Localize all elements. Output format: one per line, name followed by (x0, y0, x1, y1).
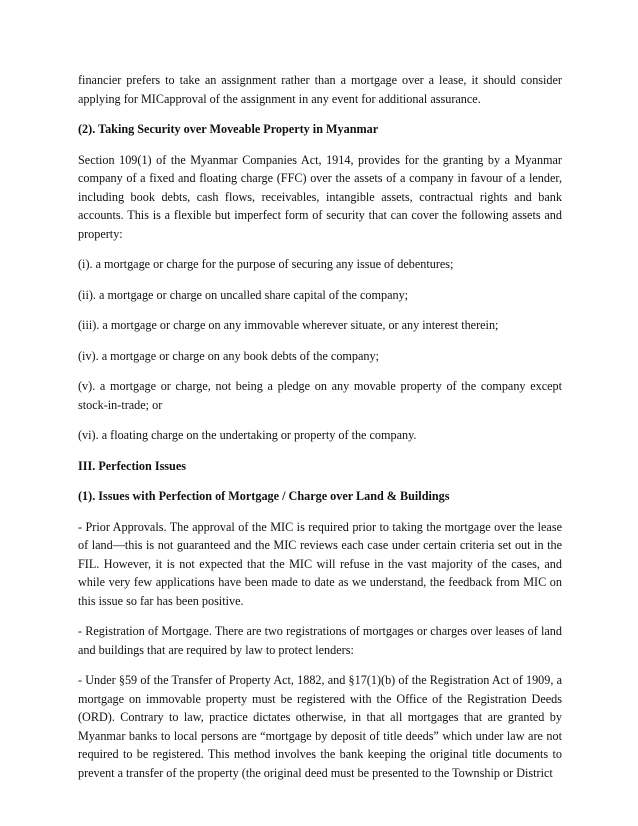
list-item-v: (v). a mortgage or charge, not being a pledge on any movable property of the company except stock-in-trade; or (78, 379, 562, 412)
document-page (78, 71, 562, 794)
paragraph-assignment-lease: financier prefers to take an assignment rather than a mortgage over a lease, it should consider applying for MICapproval of the assignment in any event for additional assurance. (78, 73, 562, 106)
heading-mortgage-perfection: (1). Issues with Perfection of Mortgage / Charge over Land & Buildings (78, 489, 450, 503)
paragraph-section-109: Section 109(1) of the Myanmar Companies Act, 1914, provides for the granting by a Myanmar company of a fixed and floating charge (FFC) over the assets of a company in favour of a lender, including book debts, cash flows, receivables, intangible assets, contractual rights and bank accounts. This is a flexible but imperfect form of security that can cover the following assets and property: (78, 152, 562, 241)
heading-moveable-property: (2). Taking Security over Moveable Property in Myanmar (78, 122, 379, 136)
list-item-vi: (vi). a floating charge on the undertaking or property of the company. (78, 428, 417, 442)
list-item-i: (i). a mortgage or charge for the purpose of securing any issue of debentures; (78, 257, 454, 271)
heading-perfection-issues: III. Perfection Issues (78, 458, 186, 473)
list-item-ii: (ii). a mortgage or charge on uncalled share capital of the company; (78, 287, 409, 302)
paragraph-prior-approvals: - Prior Approvals. The approval of the MIC is required prior to taking the mortgage over the lease of land—this is not guaranteed and the MIC reviews each case under certain criteria set out in the FIL. However, it is not expected that the MIC will refuse in the vast majority of the cases, and while very few applications have been made to date as we understand, the feedback from MIC on this issue so far has been positive. (78, 519, 562, 608)
list-item-iv: (iv). a mortgage or charge on any book debts of the company; (78, 348, 379, 363)
paragraph-transfer-of-property-act: - Under §59 of the Transfer of Property Act, 1882, and §17(1)(b) of the Registration Act of 1909, a mortgage on immovable property must be registered with the Office of the Registration Deeds (ORD). Contrary to law, practice dictates otherwise, in that all mortgages that are granted by Myanmar banks to local persons are “mortgage by deposit of title deeds” which under law are not required to be registered. This method involves the bank keeping the original title documents to prevent a transfer of the property (the original deed must be presented to the Township or District (78, 673, 562, 780)
paragraph-registration-of-mortgage: - Registration of Mortgage. There are two registrations of mortgages or charges over leases of land and buildings that are required by law to protect lenders: (78, 624, 562, 657)
list-item-iii: (iii). a mortgage or charge on any immovable wherever situate, or any interest therein; (78, 318, 499, 332)
